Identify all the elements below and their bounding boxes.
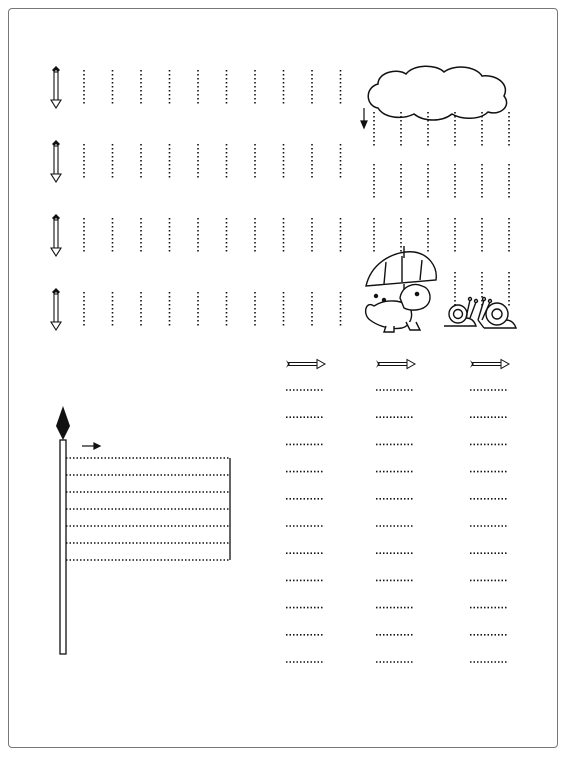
down-arrow-icon bbox=[51, 288, 61, 330]
flag-section bbox=[56, 406, 230, 654]
down-arrow-icon bbox=[51, 66, 61, 108]
snail-icon bbox=[478, 298, 516, 329]
flag-stripes bbox=[66, 458, 230, 560]
snail-icon bbox=[444, 298, 478, 327]
right-arrow-icon bbox=[286, 360, 325, 369]
right-arrow-icon bbox=[376, 360, 415, 369]
cloud-icon bbox=[368, 66, 506, 120]
right-arrow-icon bbox=[470, 360, 509, 369]
horizontal-tracing-section bbox=[286, 360, 509, 663]
dinosaur-with-umbrella-icon bbox=[366, 246, 437, 332]
right-arrow-icon bbox=[82, 443, 100, 449]
down-arrow-icon bbox=[51, 140, 61, 182]
vertical-tracing-section bbox=[51, 66, 341, 330]
down-arrow-icon bbox=[51, 214, 61, 256]
down-arrow-icon bbox=[361, 108, 367, 128]
flagpole-icon bbox=[56, 406, 70, 654]
